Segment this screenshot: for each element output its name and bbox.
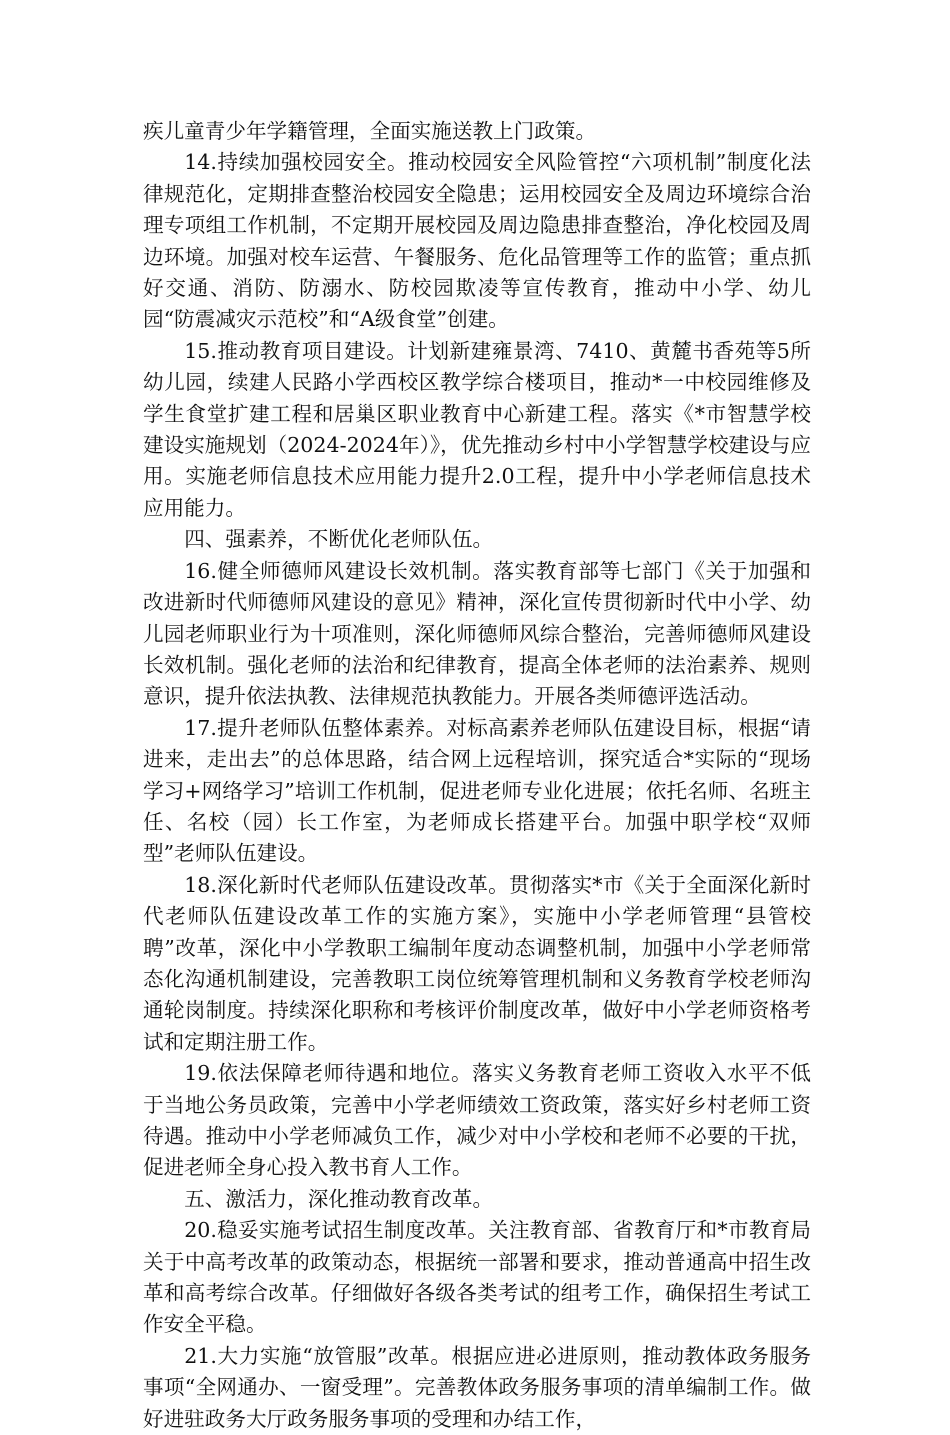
paragraph-item-16: 16.健全师德师风建设长效机制。落实教育部等七部门《关于加强和改进新时代师德师风建设的意见》精神，深化宣传贯彻新时代中小学、幼儿园老师职业行为十项准则，深化师德师风综合整治，完善师德师风建设长效机制。强化老师的法治和纪律教育，提高全体老师的法治素养、规则意识，提升依法执教、法律规范执教能力。开展各类师德评选活动。 [143,558,811,709]
section-heading-4: 四、强素养，不断优化老师队伍。 [184,527,494,552]
paragraph-continuation: 疾儿童青少年学籍管理，全面实施送教上门政策。 [143,119,597,143]
paragraph-item-18: 18.深化新时代老师队伍建设改革。贯彻落实*市《关于全面深化新时代老师队伍建设改革工作的实施方案》，实施中小学老师管理“县管校聘”改革，深化中小学教职工编制年度动态调整机制，加强中小学老师常态化沟通机制建设，完善教职工岗位统筹管理机制和义务教育学校老师沟通轮岗制度。持续深化职称和考核评价制度改革，做好中小学老师资格考试和定期注册工作。 [143,872,811,1054]
paragraph-item-20: 20.稳妥实施考试招生制度改革。关注教育部、省教育厅和*市教育局关于中高考改革的政策动态，根据统一部署和要求，推动普通高中招生改革和高考综合改革。仔细做好各级各类考试的组考工作，确保招生考试工作安全平稳。 [143,1218,811,1337]
paragraph-item-15: 15.推动教育项目建设。计划新建雍景湾、7410、黄麓书香苑等5所幼儿园，续建人民路小学西校区教学综合楼项目，推动*一中校园维修及学生食堂扩建工程和居巢区职业教育中心新建工程。落实《*市智慧学校建设实施规划（2024-2024年）》，优先推动乡村中小学智慧学校建设与应用。实施老师信息技术应用能力提升2.0工程，提升中小学老师信息技术应用能力。 [143,338,811,520]
paragraph-item-21: 21.大力实施“放管服”改革。根据应进必进原则，推动教体政务服务事项“全网通办、一窗受理”。完善教体政务服务事项的清单编制工作。做好进驻政务大厅政务服务事项的受理和办结工作， [143,1343,811,1431]
document-body [143,116,811,1435]
paragraph-item-19: 19.依法保障老师待遇和地位。落实义务教育老师工资收入水平不低于当地公务员政策，完善中小学老师绩效工资政策，落实好乡村老师工资待遇。推动中小学老师减负工作，减少对中小学校和老师不必要的干扰，促进老师全身心投入教书育人工作。 [143,1061,811,1180]
paragraph-item-17: 17.提升老师队伍整体素养。对标高素养老师队伍建设目标，根据“请进来，走出去”的总体思路，结合网上远程培训，探究适合*实际的“现场学习+网络学习”培训工作机制，促进老师专业化进展；依托名师、名班主任、名校（园）长工作室，为老师成长搭建平台。加强中职学校“双师型”老师队伍建设。 [143,715,811,866]
paragraph-item-14: 14.持续加强校园安全。推动校园安全风险管控“六项机制”制度化法律规范化，定期排查整治校园安全隐患；运用校园安全及周边环境综合治理专项组工作机制，不定期开展校园及周边隐患排查整治，净化校园及周边环境。加强对校车运营、午餐服务、危化品管理等工作的监管；重点抓好交通、消防、防溺水、防校园欺凌等宣传教育，推动中小学、幼儿园“防震减灾示范校”和“A级食堂”创建。 [143,150,811,332]
section-heading-5: 五、激活力，深化推动教育改革。 [184,1186,494,1211]
